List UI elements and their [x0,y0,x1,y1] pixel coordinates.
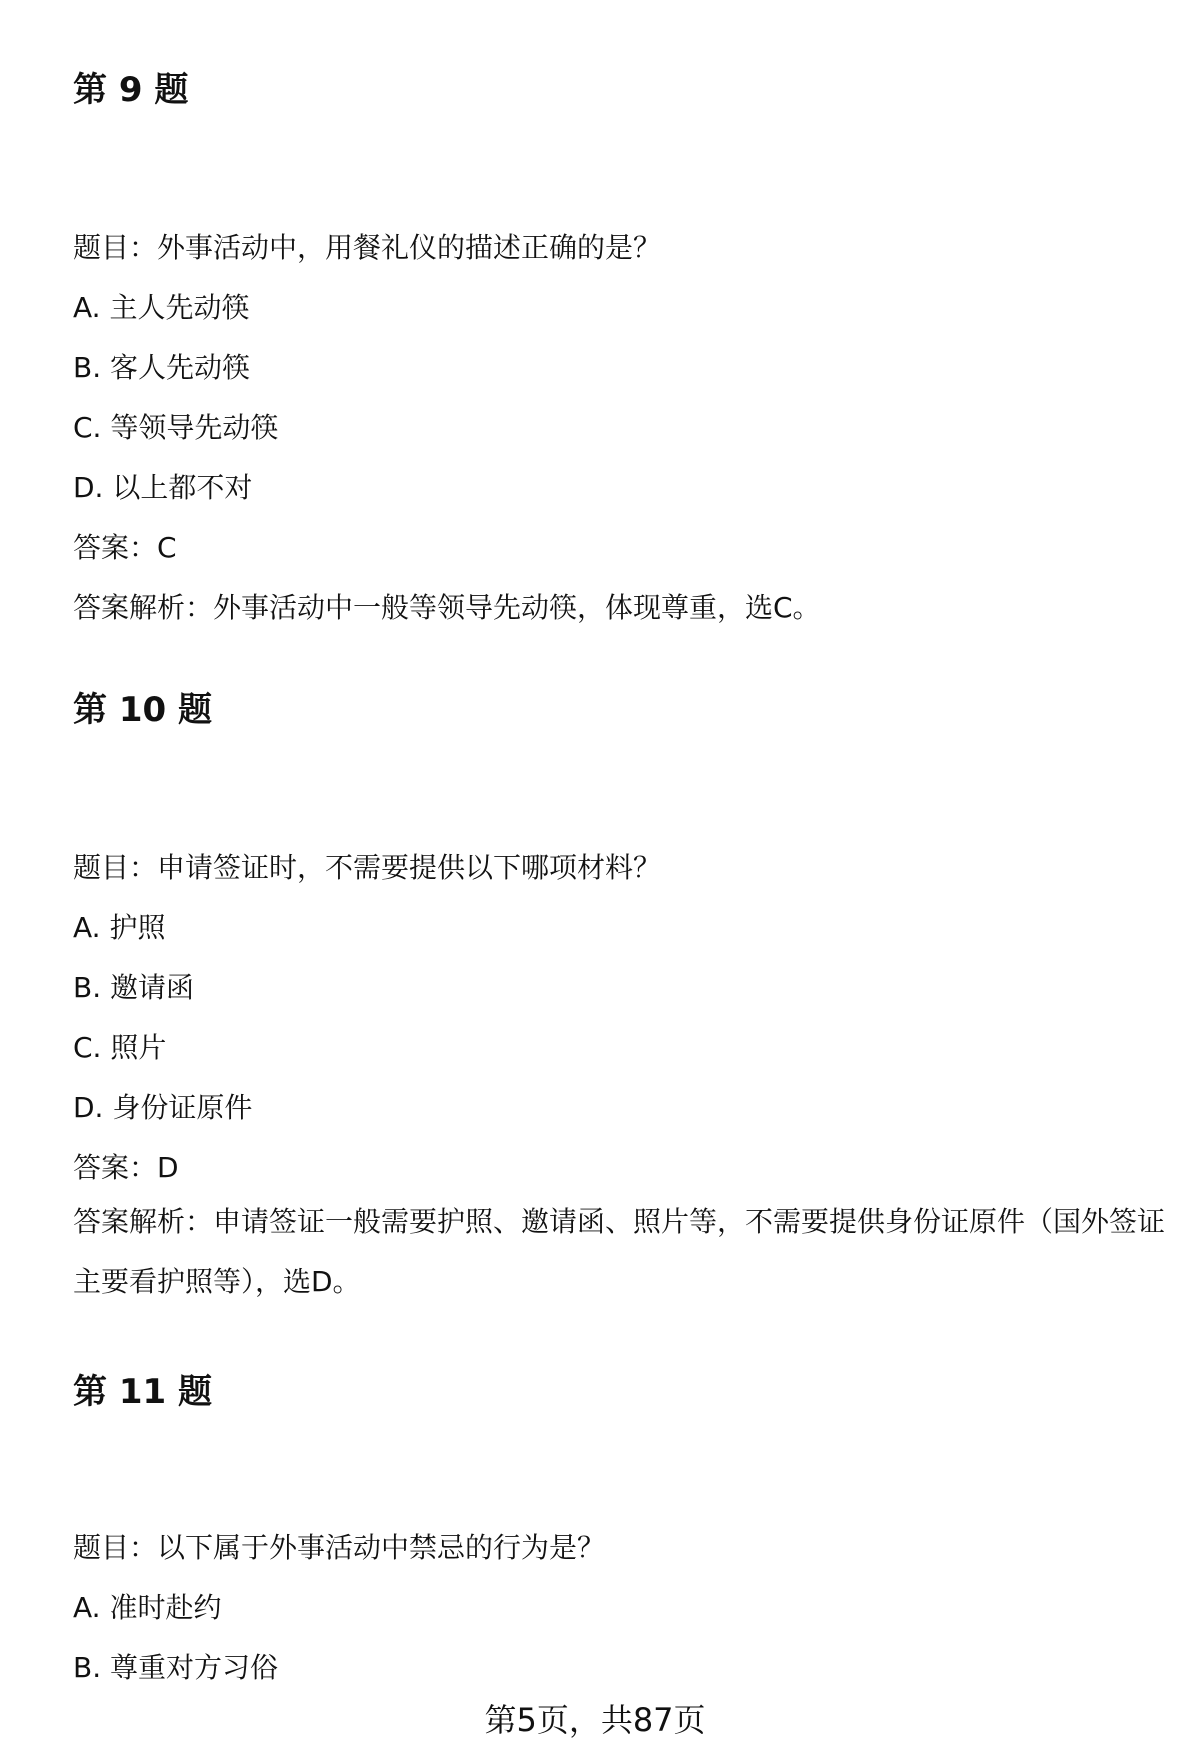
question-10-option-a: A. 护照 [73,911,166,944]
question-11-option-b: B. 尊重对方习俗 [73,1651,279,1684]
question-10-option-b: B. 邀请函 [73,971,195,1004]
question-9-stem: 题目：外事活动中，用餐礼仪的描述正确的是？ [73,231,662,264]
question-9-answer: 答案：C [73,531,177,564]
question-10-stem: 题目：申请签证时，不需要提供以下哪项材料？ [73,851,662,884]
question-9-option-b: B. 客人先动筷 [73,351,251,384]
question-9-explanation: 答案解析：外事活动中一般等领导先动筷，体现尊重，选C。 [73,591,821,624]
question-10-option-c: C. 照片 [73,1031,167,1064]
question-10-option-d: D. 身份证原件 [73,1091,253,1124]
question-10-answer: 答案：D [73,1151,179,1184]
question-11-option-a: A. 准时赴约 [73,1591,222,1624]
question-9-option-a: A. 主人先动筷 [73,291,250,324]
question-11-heading: 第 11 题 [73,1372,212,1412]
question-9-heading: 第 9 题 [73,70,189,110]
question-10-explanation: 答案解析：申请签证一般需要护照、邀请函、照片等，不需要提供身份证原件（国外签证主要看护照等），选D。 [73,1205,1166,1298]
question-9-option-d: D. 以上都不对 [73,471,253,504]
question-9-option-c: C. 等领导先动筷 [73,411,279,444]
question-11-stem: 题目：以下属于外事活动中禁忌的行为是？ [73,1531,606,1564]
page-indicator: 第5页，共87页 [484,1701,706,1739]
question-10-heading: 第 10 题 [73,690,212,730]
